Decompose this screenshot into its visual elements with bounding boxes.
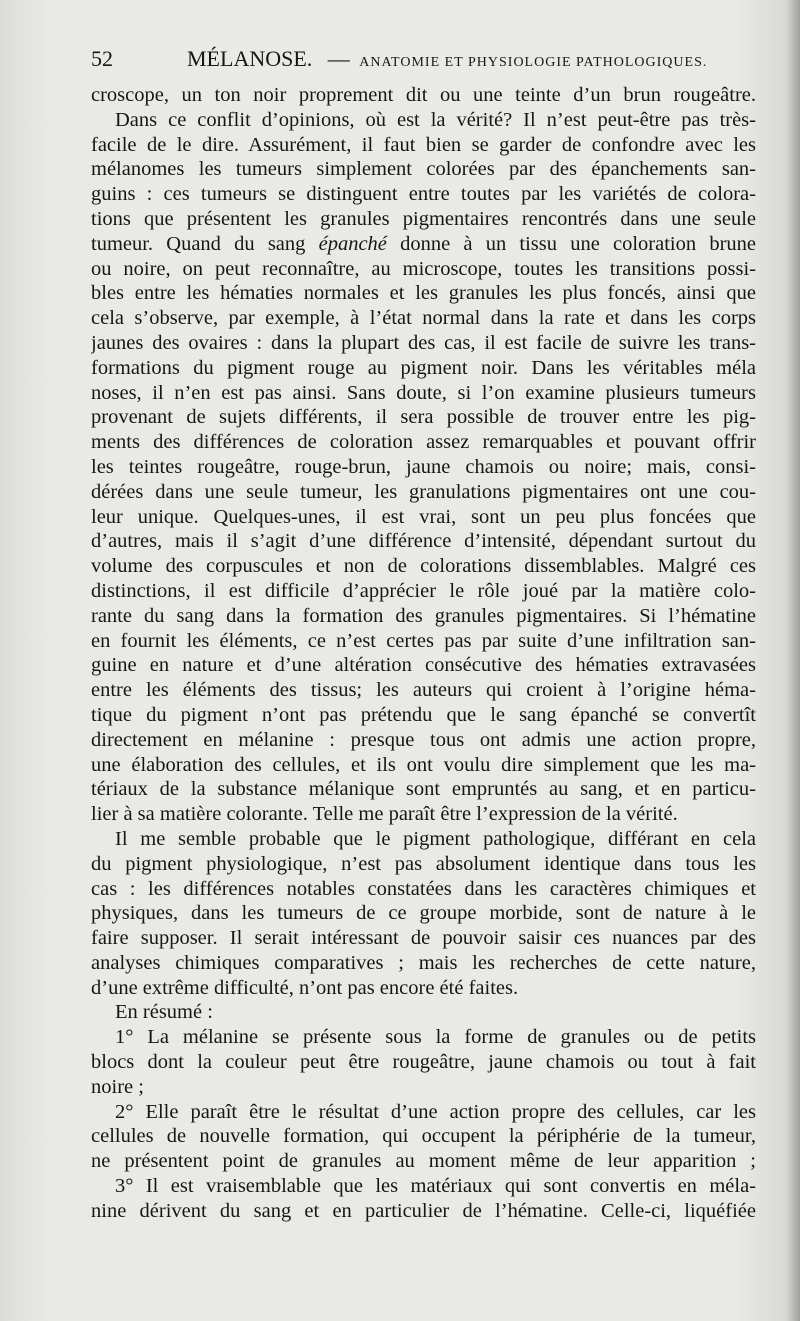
text-line: en fournit les éléments, ce n’est certes pas par suite d’une infiltration san- (91, 629, 756, 652)
text-line: une élaboration des cellules, et ils ont voulu dire simplement que les ma- (91, 753, 756, 776)
text-line: jaunes des ovaires : dans la plupart des cas, il est facile de suivre les trans- (91, 331, 756, 354)
page-gutter-shadow (786, 0, 800, 1321)
text-line: rante du sang dans la formation des granules pigmentaires. Si l’hématine (91, 604, 756, 627)
text-line: bles entre les hématies normales et les granules les plus foncés, ainsi que (91, 282, 756, 305)
text-line: volume des corpuscules et non de colorations dissemblables. Malgré ces (91, 555, 756, 578)
running-head-separator: — (327, 46, 350, 71)
text-line: provenant de sujets différents, il sera possible de trouver entre les pig- (91, 406, 756, 429)
text-line: facile de le dire. Assurément, il faut bien se garder de confondre avec les (91, 133, 756, 156)
text-line: croscope, un ton noir proprement dit ou une teinte d’un brun rougeâtre. (91, 84, 756, 106)
text-line: cas : les différences notables constatées dans les caractères chimiques et (91, 877, 756, 900)
running-head (187, 44, 707, 78)
text-line: noire ; (91, 1075, 144, 1098)
text-line: analyses chimiques comparatives ; mais les recherches de cette nature, (91, 951, 756, 974)
text-line: tériaux de la substance mélanique sont empruntés au sang, et en particu- (91, 778, 756, 801)
text-line: physiques, dans les tumeurs de ce groupe morbide, sont de nature à le (91, 902, 756, 925)
text-line: d’une extrême difficulté, n’ont pas encore été faites. (91, 976, 519, 999)
text-line (91, 232, 756, 257)
text-line: ne présentent point de granules au moment même de leur apparition ; (91, 1150, 756, 1173)
text-line: guine en nature et d’une altération consécutive des hématies extravasées (91, 654, 756, 677)
text-line: entre les éléments des tissus; les auteurs qui croient à l’origine héma- (91, 679, 756, 702)
text-line: distinctions, il est difficile d’apprécier le rôle joué par la matière colo- (91, 579, 756, 602)
text-line: ou noire, on peut reconnaître, au microscope, toutes les transitions possi- (91, 257, 756, 280)
text-line: tions que présentent les granules pigmentaires rencontrés dans une seule (91, 207, 756, 230)
page-number: 52 (91, 46, 113, 71)
text-segment: tumeur. Quand du sang (91, 232, 306, 255)
text-segment: donne à un tissu une coloration brune (400, 232, 756, 255)
text-line: Dans ce conflit d’opinions, où est la vérité? Il n’est peut-être pas très- (115, 108, 756, 131)
text-line: cela s’observe, par exemple, à l’état normal dans la rate et dans les corps (91, 307, 756, 330)
text-line: faire supposer. Il serait intéressant de pouvoir saisir ces nuances par des (91, 927, 756, 950)
text-line: En résumé : (115, 1001, 213, 1024)
text-line: mélanomes les tumeurs simplement colorées par des épanchements san- (91, 158, 756, 181)
text-line: noses, il n’en est pas ainsi. Sans doute, si l’on examine plusieurs tumeurs (91, 381, 756, 404)
text-line: d’autres, mais il s’agit d’une différence d’intensité, dépendant surtout du (91, 530, 756, 553)
text-line: du pigment physiologique, n’est pas absolument identique dans tous les (91, 852, 756, 875)
text-line: directement en mélanine : presque tous ont admis une action propre, (91, 728, 756, 751)
text-line: leur unique. Quelques-unes, il est vrai, sont un peu plus foncées que (91, 505, 756, 528)
text-line: 2° Elle paraît être le résultat d’une action propre des cellules, car les (115, 1100, 756, 1123)
text-line: dérées dans une seule tumeur, les granulations pigmentaires ont une cou- (91, 480, 756, 503)
text-line: cellules de nouvelle formation, qui occupent la périphérie de la tumeur, (91, 1125, 756, 1148)
text-line: nine dérivent du sang et en particulier de l’hématine. Celle-ci, liquéfiée (91, 1199, 756, 1222)
running-header (91, 44, 755, 74)
text-line: formations du pigment rouge au pigment noir. Dans les véritables méla (91, 356, 756, 379)
text-line: tique du pigment n’ont pas prétendu que le sang épanché se convertît (91, 703, 756, 726)
italic-word: épanché (318, 232, 387, 255)
text-line: lier à sa matière colorante. Telle me paraît être l’expression de la vérité. (91, 803, 678, 826)
running-head-title: MÉLANOSE. (187, 46, 313, 71)
text-line: les teintes rougeâtre, rouge-brun, jaune chamois ou noire; mais, consi- (91, 455, 756, 478)
text-line: blocs dont la couleur peut être rougeâtre, jaune chamois ou tout à fait (91, 1051, 756, 1074)
text-line: guins : ces tumeurs se distinguent entre toutes par les variétés de colora- (91, 183, 756, 206)
running-head-subtitle: ANATOMIE ET PHYSIOLOGIE PATHOLOGIQUES. (359, 55, 708, 70)
text-line: 3° Il est vraisemblable que les matériaux qui sont convertis en méla- (115, 1175, 756, 1198)
text-line: Il me semble probable que le pigment pathologique, différant en cela (115, 827, 756, 850)
text-line: ments des différences de coloration assez remarquables et pouvant offrir (91, 431, 756, 454)
text-line: 1° La mélanine se présente sous la forme de granules ou de petits (115, 1026, 756, 1049)
body-text (91, 83, 756, 1224)
